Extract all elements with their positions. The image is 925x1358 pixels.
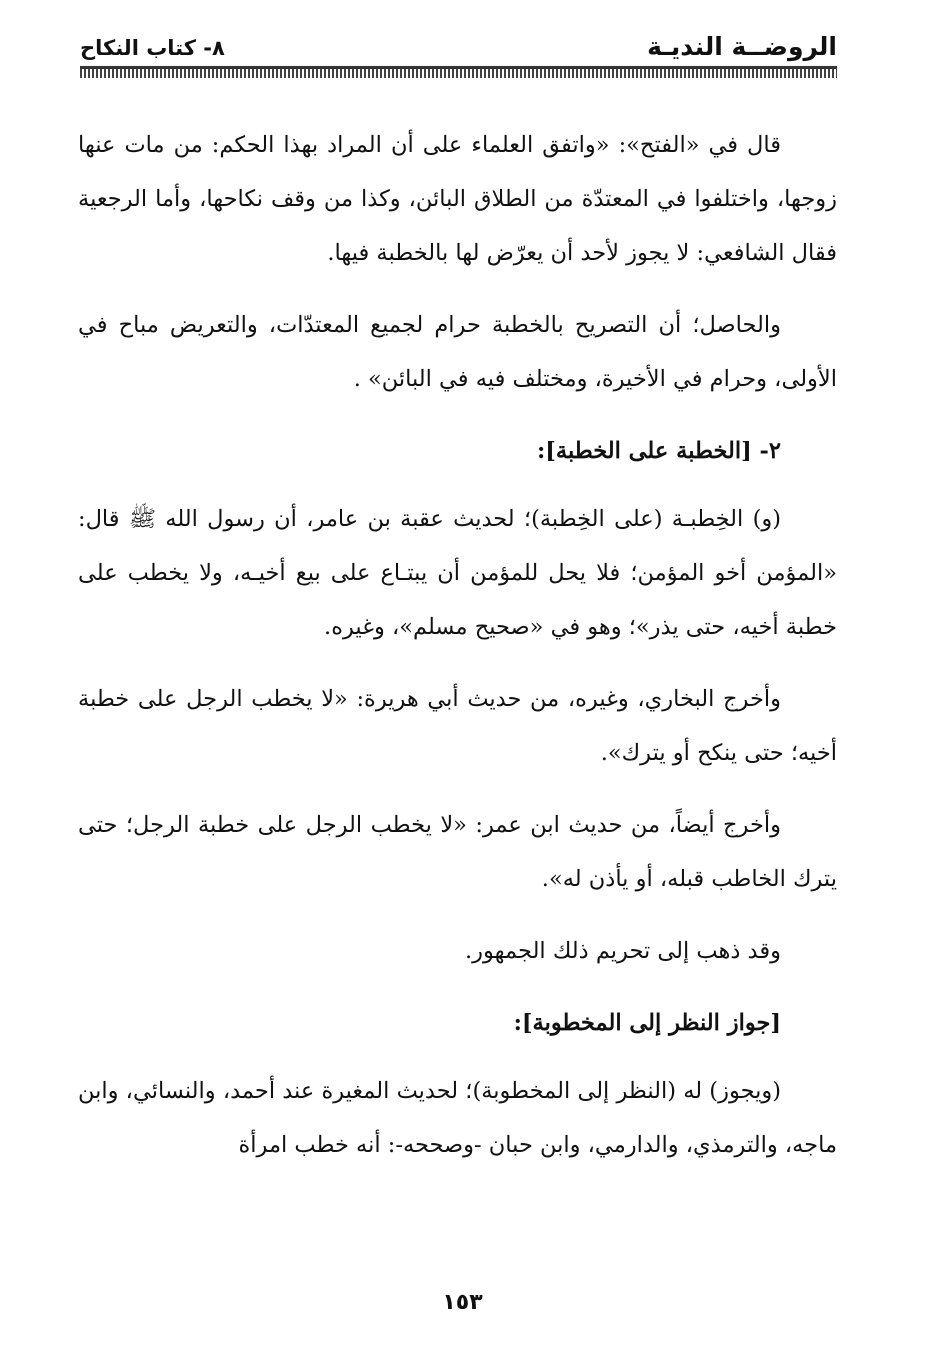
- paragraph-mughira-hadith: (ويجوز) له (النظر إلى المخطوبة)؛ لحديث المغيرة عند أحمد، والنسائي، وابن ماجه، والترمذي، والدارمي، وابن حبان -وصححه-: أنه خطب امرأة: [78, 1078, 837, 1158]
- header-chapter-title: ٨- كتاب النكاح: [80, 36, 225, 60]
- header-book-title: الروضــة النديـة: [647, 32, 837, 61]
- paragraph-jumhur: وقد ذهب إلى تحريم ذلك الجمهور.: [465, 938, 781, 964]
- paragraph-fath-quote: قال في «الفتح»: «واتفق العلماء على أن المراد بهذا الحكم: من مات عنها زوجها، واختلفوا في المعتدّة من الطلاق البائن، وكذا من وقف نكاحها، وأما الرجعية فقال الشافعي: لا يجوز لأحد أن يعرّض لها بالخطبة فيها.: [78, 132, 837, 266]
- running-header: [80, 30, 837, 70]
- page-number: ١٥٣: [442, 1290, 483, 1315]
- paragraph-summary: والحاصل؛ أن التصريح بالخطبة حرام لجميع المعتدّات، والتعريض مباح في الأولى، وحرام في الأخيرة، ومختلف فيه في البائن» .: [78, 312, 837, 392]
- paragraph-uqba-hadith: (و) الخِطبـة (على الخِطبة)؛ لحديث عقبة بن عامر، أن رسول الله ﷺ قال: «المؤمن أخو المؤمن؛ فلا يحل للمؤمن أن يبتـاع على بيع أخيـه، ولا يخطب على خطبة أخيه، حتى يذر»؛ وهو في «صحيح مسلم»، وغيره.: [78, 506, 837, 640]
- section-heading-khitba: ٢- [الخطبة على الخطبة]:: [536, 438, 781, 464]
- page-body: [78, 118, 837, 1190]
- paragraph-abu-hurayra: وأخرج البخاري، وغيره، من حديث أبي هريرة: «لا يخطب الرجل على خطبة أخيه؛ حتى ينكح أو يترك».: [78, 686, 837, 766]
- section-heading-nazar: [جواز النظر إلى المخطوبة]:: [513, 1010, 781, 1036]
- paragraph-ibn-umar: وأخرج أيضاً، من حديث ابن عمر: «لا يخطب الرجل على خطبة الرجل؛ حتى يترك الخاطب قبله، أو يأذن له».: [78, 812, 837, 892]
- header-divider: [80, 66, 837, 78]
